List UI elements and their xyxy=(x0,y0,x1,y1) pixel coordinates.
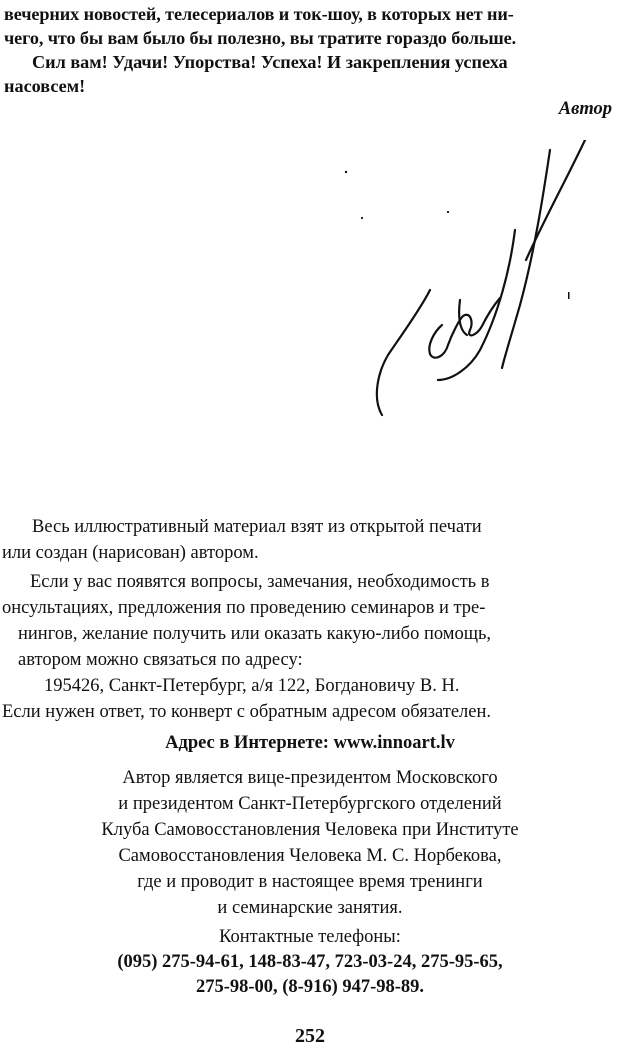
bio-line-3: Клуба Самовосстановления Человека при Институте xyxy=(101,820,519,840)
phones-title: Контактные телефоны: xyxy=(219,927,401,947)
top-text-line-2: чего, что бы вам было бы полезно, вы тратите гораздо больше. xyxy=(4,28,517,48)
top-text-line-4: насовсем! xyxy=(4,76,86,96)
phones-line-2: 275-98-00, (8-916) 947-98-89. xyxy=(195,977,425,997)
contact-note-line-6: Если нужен ответ, то конверт с обратным адресом обязателен. xyxy=(2,702,492,722)
illustration-note-line-2: или создан (нарисован) автором. xyxy=(2,543,259,563)
contact-note-line-4: автором можно связаться по адресу: xyxy=(18,650,303,670)
bio-line-5: где и проводит в настоящее время тренинги xyxy=(137,872,483,892)
contact-note-line-3: нингов, желание получить или оказать какую-либо помощь, xyxy=(18,624,492,644)
contact-note-line-2: онсультациях, предложения по проведению семинаров и тре- xyxy=(2,598,486,618)
bio-line-4: Самовосстановления Человека М. С. Норбекова, xyxy=(118,846,502,866)
signature-icon xyxy=(330,140,590,440)
page-number: 252 xyxy=(295,1025,325,1047)
contact-note-line-1: Если у вас появятся вопросы, замечания, необходимость в xyxy=(30,572,490,592)
bio-line-6: и семинарские занятия. xyxy=(217,898,403,918)
illustration-note-line-1: Весь иллюстративный материал взят из открытой печати xyxy=(32,517,482,537)
top-text-line-3: Сил вам! Удачи! Упорства! Успеха! И закрепления успеха xyxy=(32,52,508,72)
bio-line-2: и президентом Санкт-Петербургского отделений xyxy=(118,794,502,814)
address-line: 195426, Санкт-Петербург, а/я 122, Богдановичу В. Н. xyxy=(44,676,460,696)
website-line: Адрес в Интернете: www.innoart.lv xyxy=(165,733,455,753)
author-label: Автор xyxy=(558,99,612,119)
bio-line-1: Автор является вице-президентом Московского xyxy=(122,768,498,788)
top-text-line-1: вечерних новостей, телесериалов и ток-шоу, в которых нет ни- xyxy=(4,4,514,24)
phones-line-1: (095) 275-94-61, 148-83-47, 723-03-24, 275-95-65, xyxy=(117,952,503,972)
